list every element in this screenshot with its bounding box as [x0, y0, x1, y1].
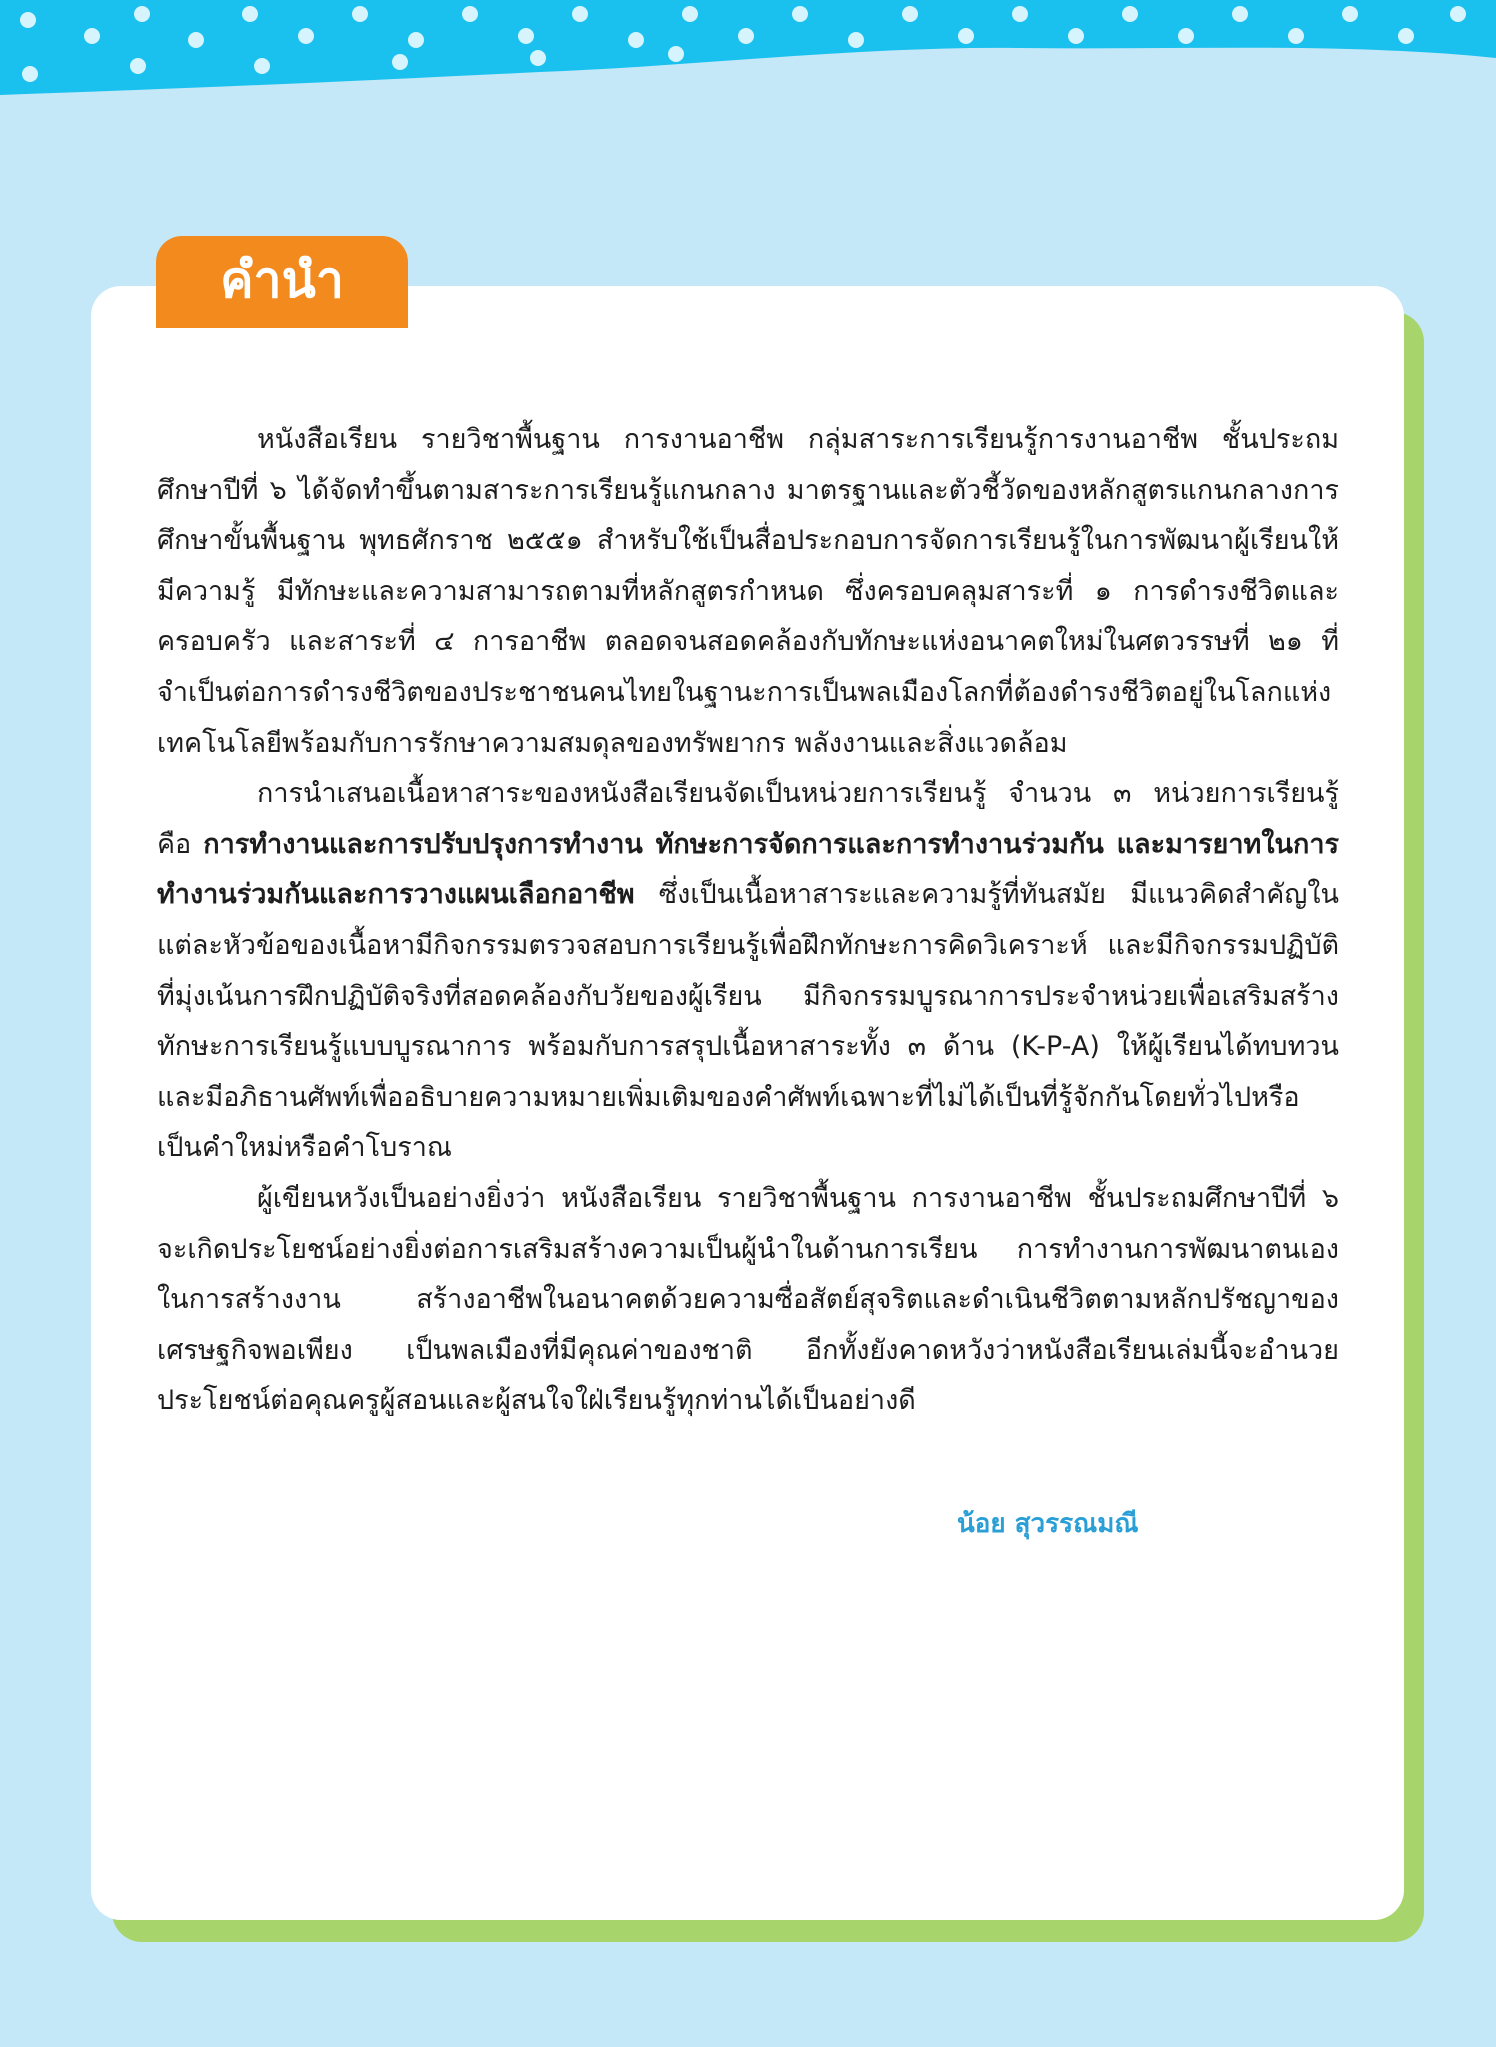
- top-wave-banner: [0, 0, 1496, 110]
- paragraph-2: [157, 769, 1339, 1174]
- paragraph-1: [157, 415, 1339, 769]
- wave-shape: [0, 0, 1496, 95]
- preface-body: [157, 415, 1339, 1427]
- paragraph-1-text: หนังสือเรียน รายวิชาพื้นฐาน การงานอาชีพ กลุ่มสาระการเรียนรู้การงานอาชีพ ชั้นประถมศึกษาปีที่ ๖ ได้จัดทำขึ้นตามสาระการเรียนรู้แกนกลาง มาตรฐานและตัวชี้วัดของหลักสูตรแกนกลางการศึกษาขั้นพื้นฐาน พุทธศักราช ๒๕๕๑ สำหรับใช้เป็นสื่อประกอบการจัดการเรียนรู้ในการพัฒนาผู้เรียนให้มีความรู้ มีทักษะและความสามารถตามที่หลักสูตรกำหนด ซึ่งครอบคลุมสาระที่ ๑ การดำรงชีวิตและครอบครัว และสาระที่ ๔ การอาชีพ ตลอดจนสอดคล้องกับทักษะแห่งอนาคตใหม่ในศตวรรษที่ ๒๑ ที่จำเป็นต่อการดำรงชีวิตของประชาชนคนไทยในฐานะการเป็นพลเมืองโลกที่ต้องดำรงชีวิตอยู่ในโลกแห่งเทคโนโลยีพร้อมกับการรักษาความสมดุลของทรัพยากร พลังงานและสิ่งแวดล้อม: [157, 424, 1339, 759]
- paragraph-3-text: ผู้เขียนหวังเป็นอย่างยิ่งว่า หนังสือเรียน รายวิชาพื้นฐาน การงานอาชีพ ชั้นประถมศึกษาปีที่ ๖ จะเกิดประโยชน์อย่างยิ่งต่อการเสริมสร้างความเป็นผู้นำในด้านการเรียน การทำงานการพัฒนาตนเองในการสร้างงาน สร้างอาชีพในอนาคตด้วยความซื่อสัตย์สุจริตและดำเนินชีวิตตามหลักปรัชญาของเศรษฐกิจพอเพียง เป็นพลเมืองที่มีคุณค่าของชาติ อีกทั้งยังคาดหวังว่าหนังสือเรียนเล่มนี้จะอำนวยประโยชน์ต่อคุณครูผู้สอนและผู้สนใจใฝ่เรียนรู้ทุกท่านได้เป็นอย่างดี: [157, 1182, 1339, 1417]
- author-signature: น้อย สุวรรณมณี: [957, 1509, 1139, 1539]
- title-tab: [156, 236, 408, 328]
- paragraph-2-bold-units: การทำงานและการปรับปรุงการทำงาน ทักษะการจัดการและการทำงานร่วมกัน และมารยาทในการทำงานร่วมกันและการวางแผนเลือกอาชีพ: [157, 828, 1339, 911]
- paragraph-2-text-start: การนำเสนอเนื้อหาสาระของหนังสือเรียนจัดเป็นหน่วยการเรียนรู้ จำนวน ๓ หน่วยการเรียนรู้ คือ: [157, 778, 1339, 860]
- page-title: คำนำ: [220, 251, 344, 309]
- paragraph-3: [157, 1174, 1339, 1427]
- paragraph-2-text-end: ซึ่งเป็นเนื้อหาสาระและความรู้ที่ทันสมัย มีแนวคิดสำคัญในแต่ละหัวข้อของเนื้อหามีกิจกรรมตรวจสอบการเรียนรู้เพื่อฝึกทักษะการคิดวิเคราะห์ และมีกิจกรรมปฏิบัติที่มุ่งเน้นการฝึกปฏิบัติจริงที่สอดคล้องกับวัยของผู้เรียน มีกิจกรรมบูรณาการประจำหน่วยเพื่อเสริมสร้างทักษะการเรียนรู้แบบบูรณาการ พร้อมกับการสรุปเนื้อหาสาระทั้ง ๓ ด้าน (K-P-A) ให้ผู้เรียนได้ทบทวน และมีอภิธานศัพท์เพื่ออธิบายความหมายเพิ่มเติมของคำศัพท์เฉพาะที่ไม่ได้เป็นที่รู้จักกันโดยทั่วไปหรือเป็นคำใหม่หรือคำโบราณ: [157, 879, 1339, 1164]
